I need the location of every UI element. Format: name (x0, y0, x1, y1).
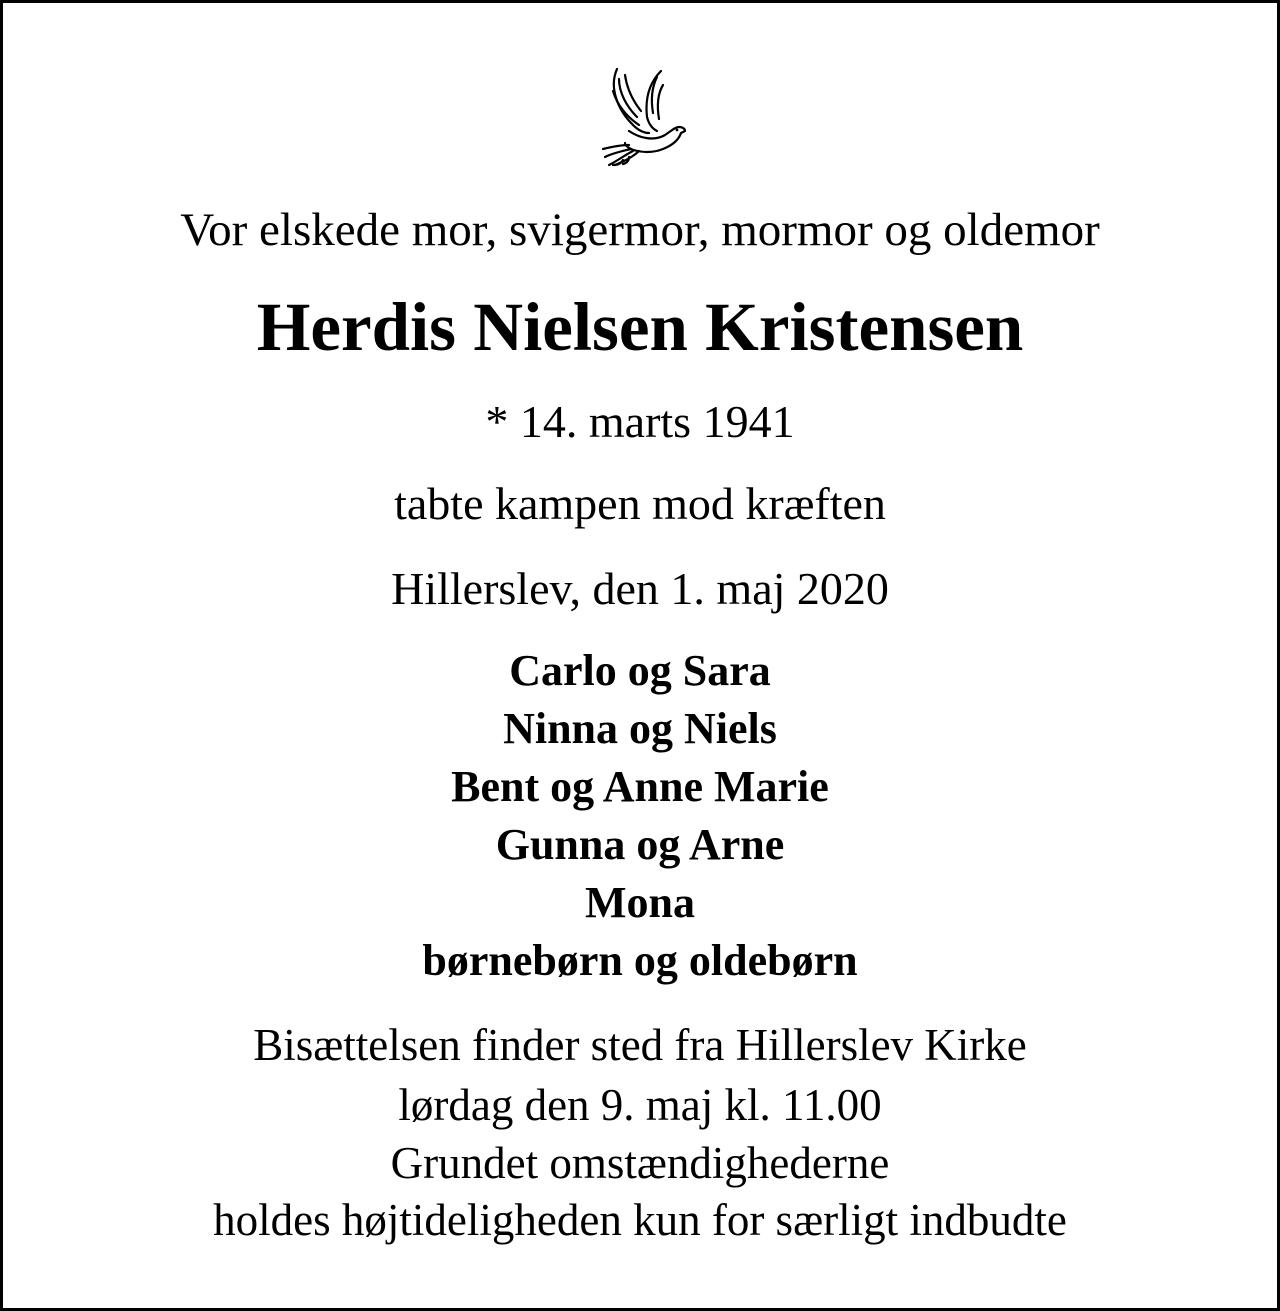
family-line: børnebørn og oldebørn (422, 936, 858, 985)
death-note: tabte kampen mod kræften (394, 478, 886, 529)
funeral-line: lørdag den 9. maj kl. 11.00 (398, 1080, 882, 1130)
intro-text: Vor elskede mor, svigermor, mormor og oldemor (180, 204, 1100, 256)
family-line: Ninna og Niels (503, 704, 777, 753)
funeral-line: Bisættelsen finder sted fra Hillerslev Kirke (253, 1020, 1027, 1070)
birth-date: * 14. marts 1941 (485, 396, 795, 447)
family-line: Bent og Anne Marie (451, 762, 829, 811)
family-line: Carlo og Sara (509, 646, 771, 695)
funeral-line: holdes højtideligheden kun for særligt indbudte (213, 1195, 1067, 1245)
funeral-line: Grundet omstændighederne (390, 1138, 890, 1188)
family-line: Gunna og Arne (495, 820, 785, 869)
dove-icon (599, 65, 689, 169)
place-and-date: Hillerslev, den 1. maj 2020 (391, 563, 889, 614)
family-line: Mona (585, 878, 695, 927)
deceased-name: Herdis Nielsen Kristensen (256, 289, 1024, 365)
